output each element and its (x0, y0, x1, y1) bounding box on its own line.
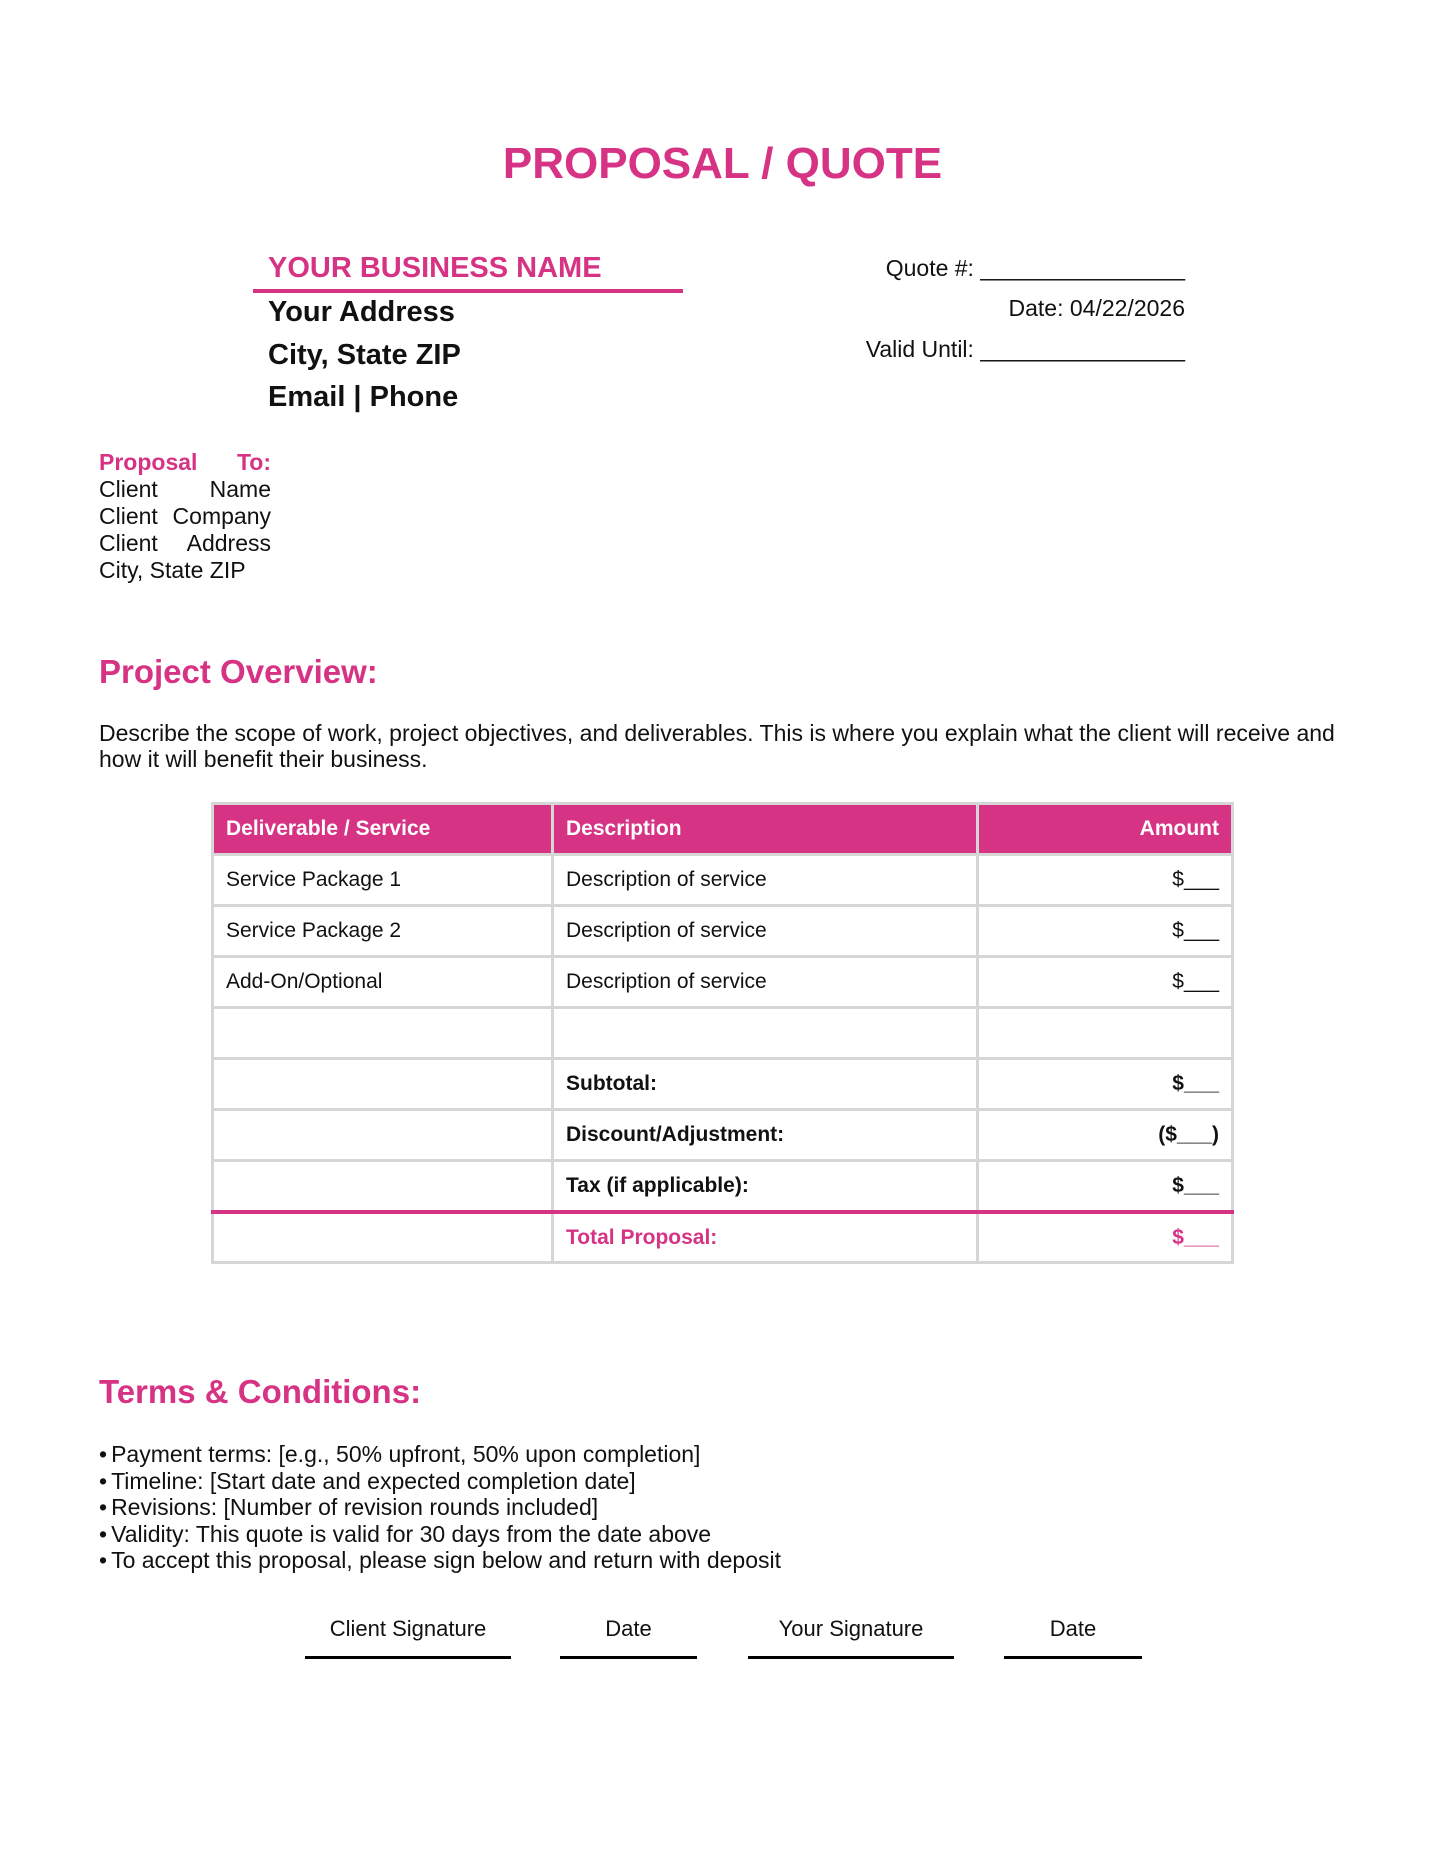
row-service[interactable]: Add-On/Optional (213, 957, 553, 1008)
signature-line (1004, 1656, 1142, 1659)
header-description: Description (553, 804, 978, 855)
tax-value[interactable]: $___ (978, 1161, 1233, 1212)
row-service[interactable]: Service Package 1 (213, 855, 553, 906)
header-deliverable: Deliverable / Service (213, 804, 553, 855)
table-row (213, 957, 1233, 1008)
client-signature-label: Client Signature (329, 1616, 487, 1641)
business-city: City, State ZIP (268, 339, 461, 371)
quote-date: Date: 04/22/2026 (1008, 295, 1185, 321)
list-item: • Revisions: [Number of revision rounds included] (99, 1494, 781, 1521)
table-row-empty (213, 1008, 1233, 1059)
your-date-field[interactable] (1004, 1614, 1142, 1659)
proposal-to-block (99, 449, 271, 584)
row-description[interactable]: Description of service (553, 906, 978, 957)
your-date-label: Date (1049, 1616, 1097, 1641)
tax-row (213, 1161, 1233, 1212)
subtotal-label: Subtotal: (553, 1059, 978, 1110)
business-address: Your Address (268, 296, 455, 328)
list-item: • Timeline: [Start date and expected completion date] (99, 1468, 781, 1495)
total-value[interactable]: $___ (978, 1212, 1233, 1263)
your-signature-label: Your Signature (778, 1616, 924, 1641)
tax-spacer (213, 1161, 553, 1212)
business-name: YOUR BUSINESS NAME (268, 252, 602, 284)
project-overview-heading: Project Overview: (99, 653, 378, 690)
your-signature-field[interactable] (748, 1614, 954, 1659)
client-date-field[interactable] (560, 1614, 697, 1659)
client-city: City, State ZIP (99, 557, 246, 583)
row-amount[interactable]: $___ (978, 957, 1233, 1008)
client-signature-field[interactable] (305, 1614, 511, 1659)
discount-spacer (213, 1110, 553, 1161)
row-amount[interactable]: $___ (978, 906, 1233, 957)
quote-number-field[interactable]: Quote #: ________________ (885, 255, 1185, 281)
list-item: • To accept this proposal, please sign below and return with deposit (99, 1547, 781, 1574)
list-item: • Validity: This quote is valid for 30 days from the date above (99, 1521, 781, 1548)
valid-until-field[interactable]: Valid Until: ________________ (865, 336, 1185, 362)
terms-heading: Terms & Conditions: (99, 1373, 422, 1410)
client-company: Client Company (99, 503, 271, 529)
list-item: • Payment terms: [e.g., 50% upfront, 50% upon completion] (99, 1441, 781, 1468)
client-address: Client Address (99, 530, 271, 556)
row-description[interactable]: Description of service (553, 855, 978, 906)
total-row (213, 1212, 1233, 1263)
subtotal-row (213, 1059, 1233, 1110)
subtotal-value[interactable]: $___ (978, 1059, 1233, 1110)
tax-label: Tax (if applicable): (553, 1161, 978, 1212)
table-header-row (213, 804, 1233, 855)
row-amount[interactable]: $___ (978, 855, 1233, 906)
discount-row (213, 1110, 1233, 1161)
table-row (213, 906, 1233, 957)
total-label: Total Proposal: (553, 1212, 978, 1263)
subtotal-spacer (213, 1059, 553, 1110)
row-description[interactable] (553, 1008, 978, 1059)
row-service[interactable] (213, 1008, 553, 1059)
proposal-to-label: Proposal To: (99, 449, 271, 475)
business-contact: Email | Phone (268, 381, 459, 413)
quote-table (211, 802, 1234, 1264)
signature-line (305, 1656, 511, 1659)
row-amount[interactable] (978, 1008, 1233, 1059)
terms-list (99, 1441, 781, 1574)
total-spacer (213, 1212, 553, 1263)
document-title: PROPOSAL / QUOTE (502, 139, 943, 188)
header-amount: Amount (978, 804, 1233, 855)
signature-line (748, 1656, 954, 1659)
discount-label: Discount/Adjustment: (553, 1110, 978, 1161)
client-date-label: Date (605, 1616, 652, 1641)
table-row (213, 855, 1233, 906)
project-overview-text: Describe the scope of work, project objectives, and deliverables. This is where you explain what the client will receive and how it will benefit their business. (99, 720, 1335, 772)
row-service[interactable]: Service Package 2 (213, 906, 553, 957)
discount-value[interactable]: ($___) (978, 1110, 1233, 1161)
row-description[interactable]: Description of service (553, 957, 978, 1008)
client-name: Client Name (99, 476, 271, 502)
signature-line (560, 1656, 697, 1659)
